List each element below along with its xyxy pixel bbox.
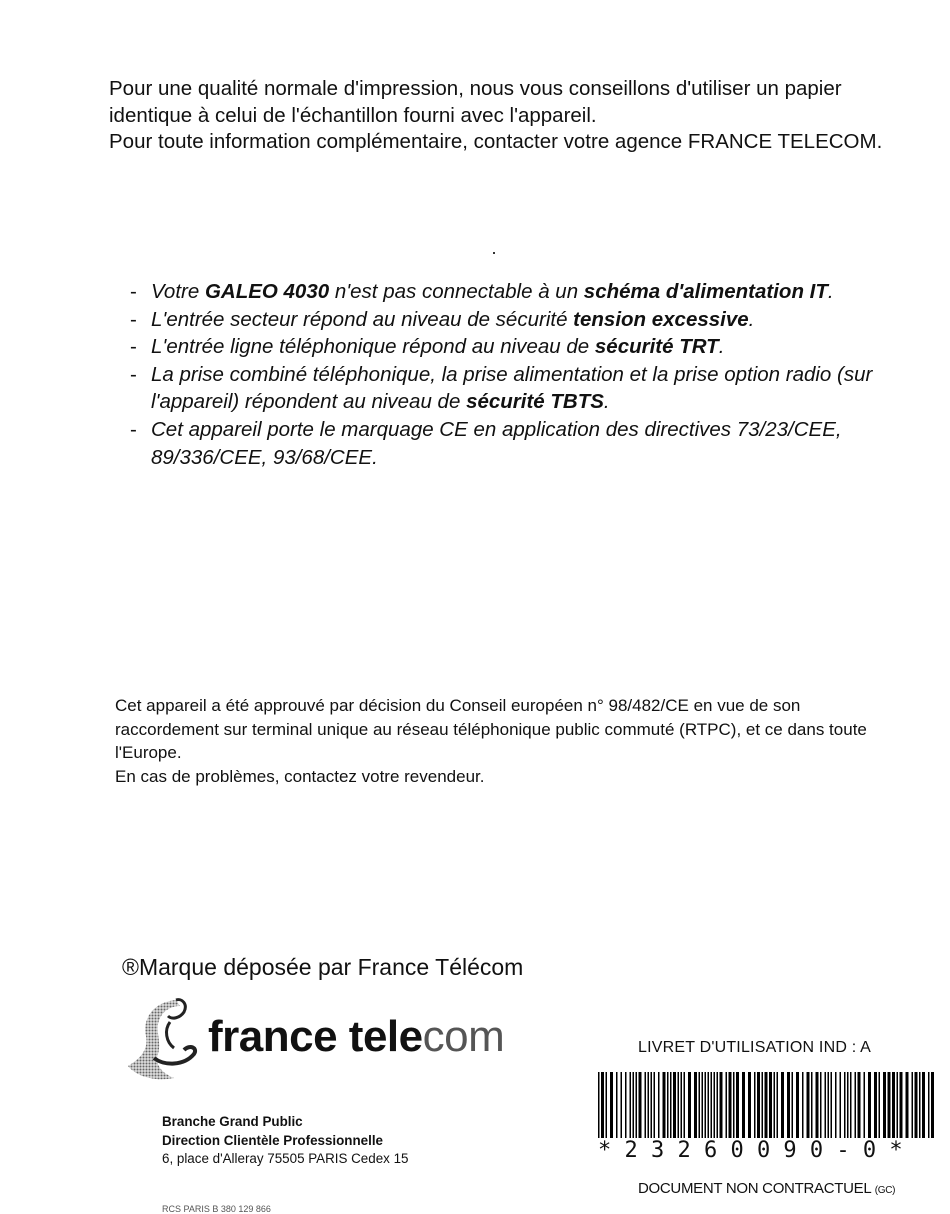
approval-notice — [115, 694, 875, 788]
intro-paragraph-2: Pour toute information complémentaire, contacter votre agence FRANCE TELECOM. — [109, 130, 883, 153]
approval-paragraph-2: En cas de problèmes, contactez votre revendeur. — [115, 766, 485, 786]
non-contractual-notice: DOCUMENT NON CONTRACTUEL (GC) — [638, 1180, 896, 1197]
address-line-3: 6, place d'Alleray 75505 PARIS Cedex 15 — [162, 1151, 409, 1166]
list-item: - L'entrée ligne téléphonique répond au niveau de sécurité TRT. — [130, 335, 725, 359]
company-address — [162, 1113, 408, 1169]
list-item: - La prise combiné téléphonique, la prise alimentation et la prise option radio (sur l'appareil) répondent au niveau de sécurité TBTS. — [130, 362, 873, 414]
safety-list — [130, 278, 930, 471]
logo-wordmark: france telecom — [208, 1012, 505, 1061]
rcs-number: RCS PARIS B 380 129 866 — [162, 1204, 271, 1214]
barcode — [598, 1072, 934, 1142]
address-line-2: Direction Clientèle Professionnelle — [162, 1132, 384, 1148]
list-item: - Cet appareil porte le marquage CE en application des directives 73/23/CEE, 89/336/CEE, 93/68/CEE. — [130, 417, 842, 469]
france-telecom-logo — [124, 996, 534, 1086]
list-item: - Votre GALEO 4030 n'est pas connectable à un schéma d'alimentation IT. — [130, 280, 834, 303]
intro-text — [109, 76, 889, 156]
address-line-1: Branche Grand Public — [162, 1114, 303, 1129]
list-item: - L'entrée secteur répond au niveau de sécurité tension excessive. — [130, 307, 755, 331]
trademark-notice: ®Marque déposée par France Télécom — [122, 954, 524, 980]
france-telecom-swirl-icon — [124, 996, 214, 1086]
stray-dot — [493, 252, 495, 254]
barcode-number: * 2 3 2 6 0 0 9 0 - 0 * — [598, 1138, 903, 1163]
intro-paragraph-1: Pour une qualité normale d'impression, nous vous conseillons d'utiliser un papier identique à celui de l'échantillon fourni avec l'appareil. — [109, 77, 842, 127]
document-reference: LIVRET D'UTILISATION IND : A — [638, 1039, 871, 1056]
approval-paragraph-1: Cet appareil a été approuvé par décision du Conseil européen n° 98/482/CE en vue de son raccordement sur terminal unique au réseau téléphonique public commuté (RTPC), et ce dans toute l'Europe. — [115, 696, 867, 763]
